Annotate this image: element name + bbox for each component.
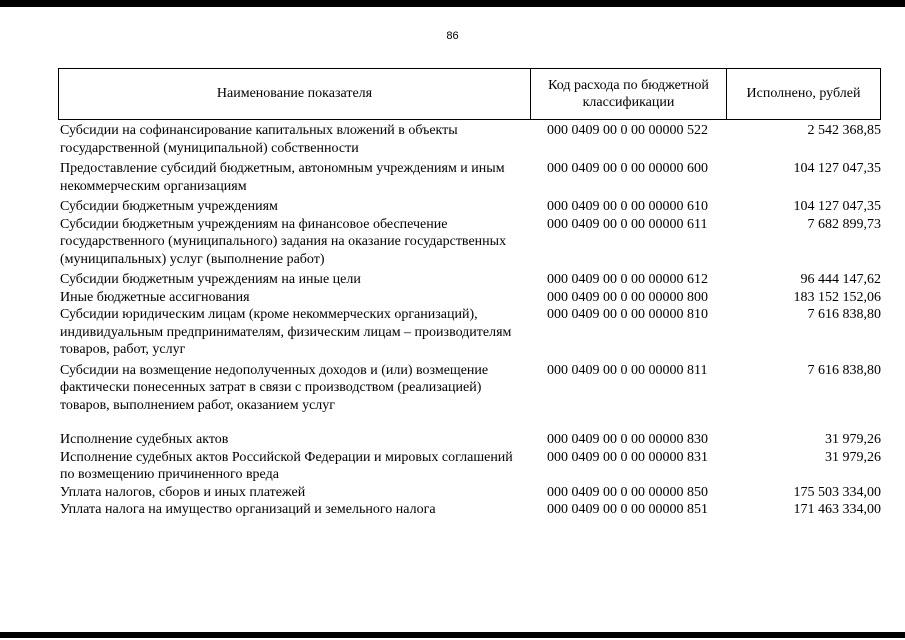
row-code: 000 0409 00 0 00 00000 810 [547,307,708,322]
table-row [60,501,881,519]
row-name: Исполнение судебных актов [60,432,229,447]
row-amount: 96 444 147,62 [800,272,881,287]
row-name: Субсидии бюджетным учреждениям на финансовое обеспечение государственного (муниципального) задания на оказание государственных (муниципальных) услуг (выполнение работ) [60,216,507,267]
table-row [60,198,881,216]
header-name: Наименование показателя [59,69,531,119]
table-row [60,484,881,502]
row-name: Уплата налога на имущество организаций и земельного налога [60,502,436,517]
row-name: Иные бюджетные ассигнования [60,289,250,305]
row-amount: 7 616 838,80 [807,307,881,322]
row-code: 000 0409 00 0 00 00000 522 [547,123,708,138]
table-body [60,122,881,519]
bottom-border [0,632,905,638]
row-name: Исполнение судебных актов Российской Федерации и мировых соглашений по возмещению причиненного вреда [60,449,513,482]
row-amount: 2 542 368,85 [807,123,881,138]
table-row [60,449,881,484]
row-name: Предоставление субсидий бюджетным, автономным учреждениям и иным некоммерческим организациям [60,161,505,194]
table-row [60,216,881,269]
row-amount: 7 682 899,73 [807,216,881,232]
table-row [60,122,881,157]
row-name: Субсидии на возмещение недополученных доходов и (или) возмещение фактически понесенных затрат в связи с производством (реализацией) товаров, выполнением работ, оказанием услуг [60,362,489,413]
row-code: 000 0409 00 0 00 00000 830 [547,432,708,447]
table-row [60,271,881,289]
row-code: 000 0409 00 0 00 00000 811 [547,362,708,378]
table-header [58,68,881,120]
row-code: 000 0409 00 0 00 00000 611 [547,216,708,232]
row-amount: 104 127 047,35 [793,161,881,176]
row-code: 000 0409 00 0 00 00000 800 [547,289,708,305]
table-row [60,362,881,415]
row-amount: 175 503 334,00 [793,484,881,500]
row-code: 000 0409 00 0 00 00000 850 [547,484,708,500]
row-amount: 104 127 047,35 [793,199,881,214]
row-amount: 31 979,26 [825,449,881,465]
row-code: 000 0409 00 0 00 00000 610 [547,199,708,214]
row-name: Субсидии юридическим лицам (кроме некоммерческих организаций), индивидуальным предпринимателям, физическим лицам – производителям товаров, работ, услуг [60,307,512,357]
table-row [60,289,881,307]
header-amount: Исполнено, рублей [746,86,861,101]
row-amount: 183 152 152,06 [793,289,881,305]
row-code: 000 0409 00 0 00 00000 851 [547,502,708,517]
table-row [60,431,881,449]
row-name: Субсидии бюджетным учреждениям на иные цели [60,272,361,287]
row-name: Уплата налогов, сборов и иных платежей [60,484,306,500]
row-amount: 31 979,26 [825,432,881,447]
row-code: 000 0409 00 0 00 00000 612 [547,272,708,287]
page-number: 86 [446,30,459,42]
row-name: Субсидии бюджетным учреждениям [60,199,278,214]
row-amount: 7 616 838,80 [807,362,881,378]
header-code: Код расхода по бюджетной классификации [531,69,727,119]
table-row [60,306,881,359]
top-border [0,0,905,7]
row-amount: 171 463 334,00 [793,502,881,517]
row-name: Субсидии на софинансирование капитальных вложений в объекты государственной (муниципальной) собственности [60,123,458,156]
row-code: 000 0409 00 0 00 00000 831 [547,449,708,465]
table-row [60,160,881,195]
row-code: 000 0409 00 0 00 00000 600 [547,161,708,176]
